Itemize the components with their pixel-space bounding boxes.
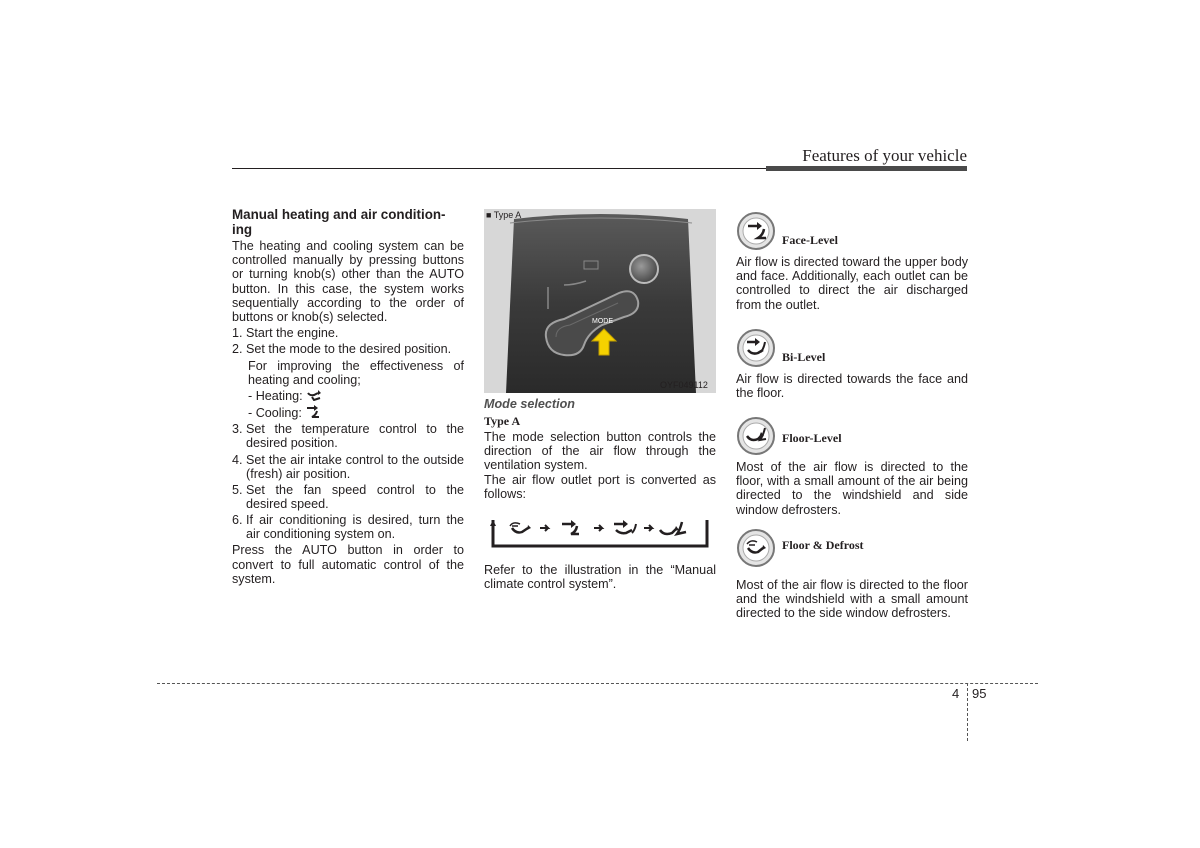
mode-selection-heading: Mode selection <box>484 397 575 411</box>
mode-title: Floor & Defrost <box>782 538 864 552</box>
step-6: 6. If air conditioning is desired, turn the air conditioning system on. <box>232 513 464 542</box>
bi-level-icon <box>736 328 776 368</box>
effectiveness-note: For improving the effectiveness of heating and cooling; <box>248 358 464 387</box>
mode-selection-section <box>484 397 716 501</box>
footer-rule <box>157 683 1038 684</box>
cycle-floor-level-icon <box>660 522 686 534</box>
outro-paragraph: Press the AUTO button in order to convert to full automatic control of the system. <box>232 543 464 586</box>
mode-title: Bi-Level <box>782 350 826 364</box>
intro-paragraph: The heating and cooling system can be controlled manually by pressing buttons or turning knob(s) other than the AUTO button. In this case, the system works sequentially according to the order of buttons or knob(s) selected. <box>232 239 464 325</box>
steps-list <box>232 326 464 541</box>
mode-description: Air flow is directed towards the face and the floor. <box>736 372 968 401</box>
step-4: 4. Set the air intake control to the outside (fresh) air position. <box>232 452 464 481</box>
heating-line: - Heating: <box>248 389 464 403</box>
manual-control-section <box>232 208 464 586</box>
section-heading <box>232 208 464 237</box>
refer-paragraph: Refer to the illustration in the “Manual climate control system”. <box>484 563 716 592</box>
floor-airflow-icon <box>306 389 324 401</box>
heading-line-2: ing <box>232 221 253 237</box>
step-2-note <box>246 359 464 421</box>
chapter-number: 4 <box>952 686 960 701</box>
heading-line-1: Manual heating and air condition- <box>232 207 446 222</box>
mode-button-photo <box>484 209 716 393</box>
mode-floor-level <box>736 416 968 517</box>
step-3: 3. Set the temperature control to the desired position. <box>232 422 464 451</box>
cycle-arrowhead <box>490 520 496 526</box>
step-1: 1. Start the engine. <box>232 326 339 341</box>
type-a-heading: Type A <box>484 414 521 428</box>
face-airflow-icon <box>305 405 323 419</box>
cycle-return-line <box>493 520 707 546</box>
mode-description: Most of the air flow is directed to the floor and the windshield with a small amount directed to the side window defrosters. <box>736 578 968 621</box>
cycle-next-arrow <box>594 525 602 531</box>
floor-level-icon <box>736 416 776 456</box>
page-number: 95 <box>972 686 987 701</box>
step-5: 5. Set the fan speed control to the desired speed. <box>232 482 464 512</box>
cycle-next-arrow <box>644 525 652 531</box>
cooling-line: - Cooling: <box>248 405 464 420</box>
mode-button-label: MODE <box>592 318 613 325</box>
mode-cycle-diagram <box>490 516 710 550</box>
header-bar <box>766 166 967 171</box>
mode-face-level <box>736 211 968 312</box>
photo-code: OYF049112 <box>660 380 708 390</box>
floor-defrost-icon <box>736 528 776 568</box>
mode-panel-illustration <box>484 209 716 393</box>
mode-floor-defrost <box>736 528 968 621</box>
photo-type-label: ■ Type A <box>486 210 522 220</box>
cycle-bi-level-icon <box>614 520 636 533</box>
cycle-floor-defrost-icon <box>510 523 531 533</box>
footer-divider <box>967 683 968 741</box>
cycle-face-level-icon <box>562 520 579 534</box>
mode-description: Most of the air flow is directed to the floor, with a small amount of the air being directed to the windshield and side window defrosters. <box>736 460 968 517</box>
cycle-next-arrow <box>540 525 548 531</box>
mode-para-1: The mode selection button controls the direction of the air flow through the ventilation system. <box>484 430 716 473</box>
mode-bi-level <box>736 328 968 400</box>
face-level-icon <box>736 211 776 251</box>
mode-description: Air flow is directed toward the upper body and face. Additionally, each outlet can be controlled to direct the air discharged from the outlet. <box>736 255 968 312</box>
mode-title: Floor-Level <box>782 431 842 445</box>
running-header: Features of your vehicle <box>802 146 967 165</box>
mode-title: Face-Level <box>782 233 838 247</box>
step-2: 2. Set the mode to the desired position. For improving the effectiveness of heating and cooling; - Heating: - Cooling: <box>232 342 464 421</box>
mode-para-2: The air flow outlet port is converted as follows: <box>484 472 716 501</box>
